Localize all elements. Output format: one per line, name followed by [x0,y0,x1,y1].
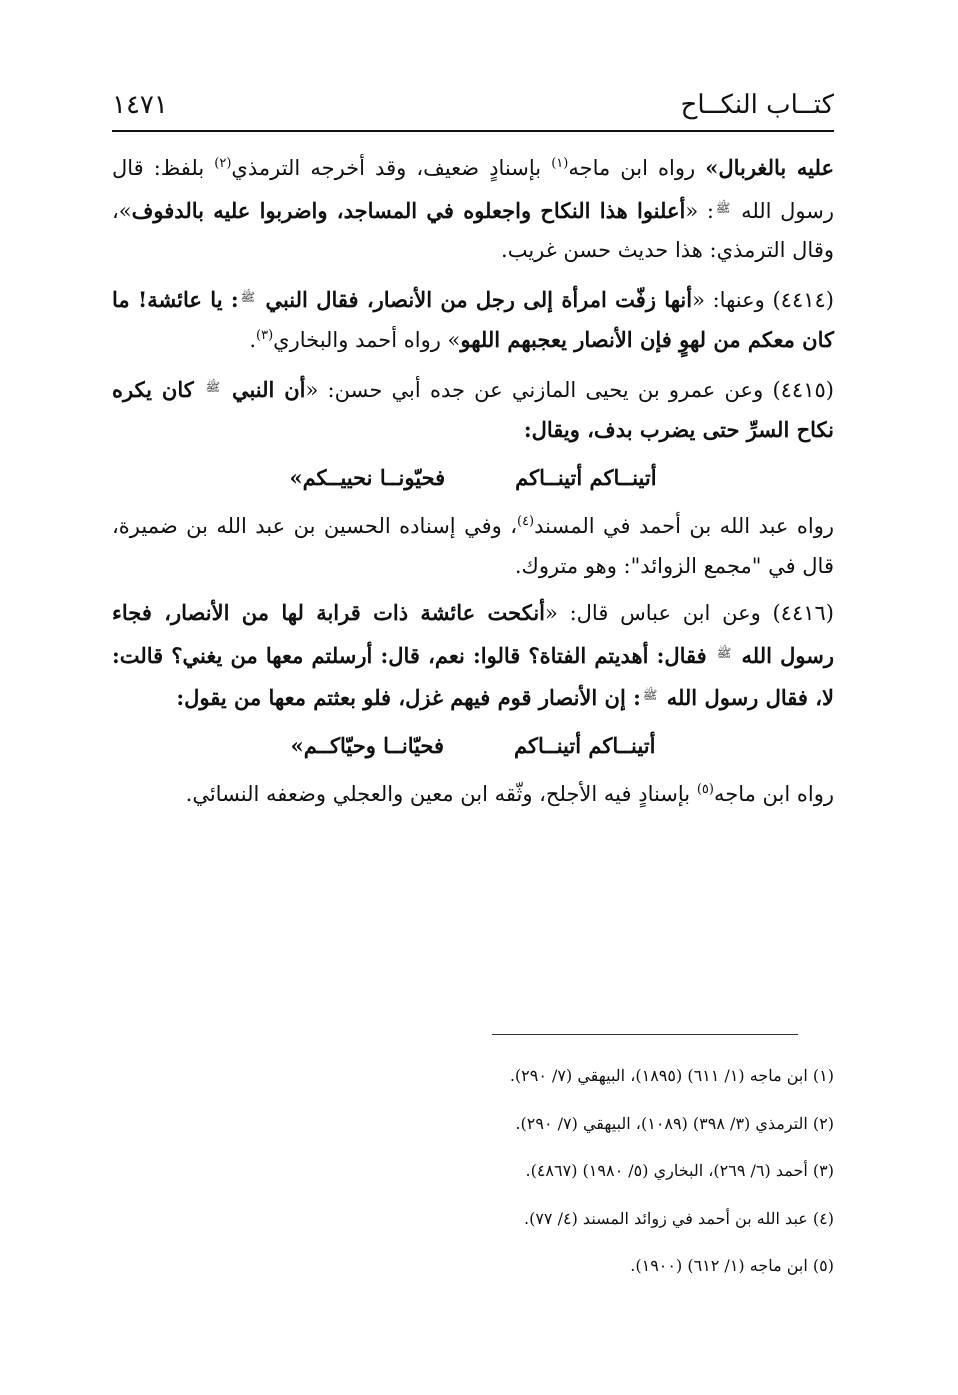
paragraph-1 [112,148,834,271]
footnotes [300,1052,834,1290]
honorific-glyph: ﷺ [642,688,658,702]
verse-1 [112,458,834,498]
commentary-text: . [249,328,257,352]
verse-hemistich-left: فحيّونــا نحييــكم» [289,464,446,490]
footnote-ref-5[interactable]: (٥) [696,782,714,797]
honorific-glyph: ﷺ [715,200,731,215]
footnote-ref-1[interactable]: (١) [551,156,569,171]
commentary-text: » رواه أحمد والبخاري [273,328,461,352]
honorific-glyph: ﷺ [716,645,732,660]
hadith-text: أنها زفّت امرأة إلى رجل من الأنصار، فقال النبي [257,286,693,312]
hadith-text: : يا عائشة! ما كان معكم من لهوٍ فإن الأنصار يعجبهم اللهو [112,286,834,352]
commentary-text: ، وفي إسناده الحسين بن عبد الله بن ضميرة، قال في "مجمع الزوائد": وهو متروك. [112,514,834,578]
hadith-text: عليه بالغربال» [705,155,834,180]
verse-hemistich-left: فحيّانــا وحيّاكــم» [290,732,445,758]
footnote-5: (٥) ابن ماجه (١/ ٦١٢) (١٩٠٠). [630,1256,834,1275]
footnote-4: (٤) عبد الله بن أحمد في زوائد المسند (٤/ ٧٧). [524,1208,834,1228]
commentary-text: رواه عبد الله بن أحمد في المسند [534,514,835,538]
hadith-text: كان يكره نكاح السرِّ حتى يضرب بدف، ويقال: [112,376,834,442]
commentary-text: بلفظ: قال رسول الله [112,156,835,223]
verse-hemistich-right: أتينــاكم أتينــاكم [515,464,657,490]
honorific-glyph: ﷺ [205,379,221,394]
commentary-text: رواه ابن ماجه [568,156,706,180]
hadith-text: أن النبي [222,376,306,402]
commentary-text: رواه ابن ماجه [713,782,834,806]
hadith-number: (٤٤١٥) [772,377,834,402]
quote-open: : « [685,198,714,223]
footnote-ref-4[interactable]: (٤) [516,514,535,529]
footnote-2: (٢) الترمذي (٣/ ٣٩٨) (١٠٨٩)، البيهقي (٧/ ٢٩٠). [515,1113,834,1133]
commentary-text: وعن عمرو بن يحيى المازني عن جده أبي حسن: « [305,377,773,402]
commentary-text: وعنها: « [692,287,773,312]
paragraph-4414 [112,278,834,361]
footnote-ref-3[interactable]: (٣) [256,328,274,343]
hadith-text: أنكحت عائشة ذات قرابة لها من الأنصار، فجاء رسول الله [112,600,834,668]
paragraph-4416 [112,593,834,719]
paragraph-4415-source [112,507,834,586]
honorific-glyph: ﷺ [240,289,256,304]
commentary-text: بإسنادٍ ضعيف، وقد أخرجه الترمذي [231,156,552,180]
hadith-number: (٤٤١٤) [772,287,834,312]
main-text [112,148,834,822]
footnote-ref-2[interactable]: (٢) [214,156,232,171]
chapter-title: كتــاب النكــاح [680,90,834,120]
footnote-separator [492,1034,798,1035]
footnote-3: (٣) أحمد (٦/ ٢٦٩)، البخاري (٥/ ١٩٨٠) (٤٨٦٧). [525,1161,834,1180]
commentary-text: وعن ابن عباس قال: « [545,601,773,625]
hadith-number: (٤٤١٦) [772,601,834,625]
hadith-text: فقال: أهديتم الفتاة؟ قالوا: نعم، قال: أرسلتم معها من يغني؟ قالت: لا، فقال رسول الله [112,642,834,710]
hadith-text: أعلنوا هذا النكاح واجعلوه في المساجد، واضربوا عليه بالدفوف [131,197,686,223]
page-header [112,84,834,132]
page-number: ١٤٧١ [112,90,168,120]
verse-hemistich-right: أتينــاكم أتينــاكم [514,732,656,758]
verse-2 [112,726,834,766]
paragraph-4416-source [112,775,834,815]
hadith-text: : إن الأنصار قوم فيهم غزل، فلو بعثتم معها من يقول: [176,685,641,710]
footnote-1: (١) ابن ماجه (١/ ٦١١) (١٨٩٥)، البيهقي (٧/ ٢٩٠). [509,1066,834,1085]
commentary-text: بإسنادٍ فيه الأجلح، وثّقه ابن معين والعجلي وضعفه النسائي. [185,782,697,806]
commentary-text: »، وقال الترمذي: هذا حديث حسن غريب. [112,198,834,262]
paragraph-4415 [112,368,834,451]
